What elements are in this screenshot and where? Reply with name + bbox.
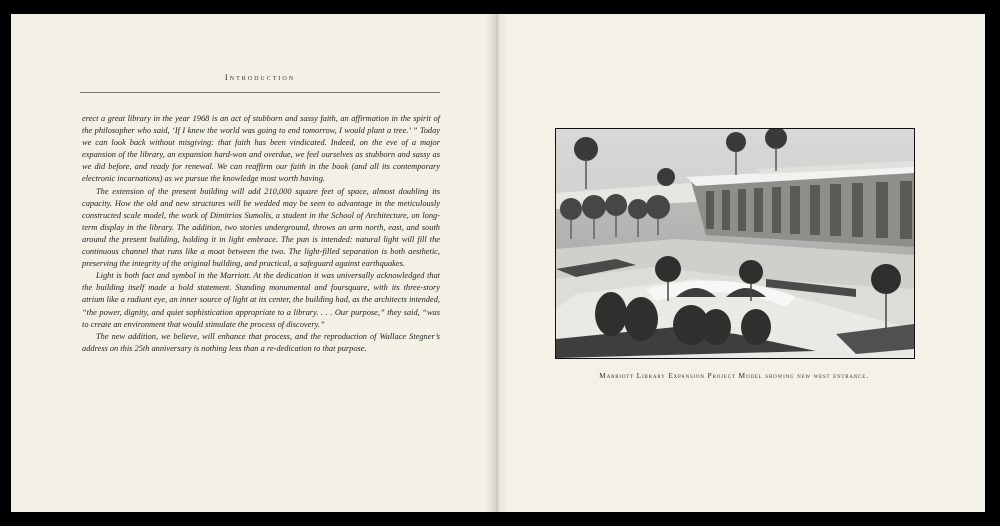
paragraph-1: erect a great library in the year 1968 is an act of stubborn and sassy faith, an affirmation in the spirit of the philosopher who said, ‘If I knew the world was going to end tomorrow, I would plant a tree.’ ” Today we can look back without misgiving: that faith has been vindicated. Indeed, on the eve of a major expansion of the library, an expansion hard-won and overdue, we feel ourselves as stubborn and sassy as we did before, and ready for renewal. We can reaffirm our faith in the book (and all its contemporary electronic incarnations) as we pursue the knowledge most worth having. — [82, 114, 440, 184]
paragraph-2: The extension of the present building will add 210,000 square feet of space, almost doubling its capacity. How the old and new structures will be wedded may be seen to advantage in the meticulously constructed scale model, the work of Dimitrios Sumolis, a student in the School of Architecture, on long-term display in the library. The addition, two stories underground, throws an arm north, east, and south around the present building, holding it in light embrace. The pun is intended: natural light will fill the continuous channel that runs like a moat between the two. The light-filled separation is both aesthetic, preserving the integrity of the original building, and practical, a safeguard against earthquakes. — [82, 186, 440, 269]
running-head: Introduction — [224, 72, 296, 82]
model-photo-illustration — [556, 129, 914, 358]
paragraph-4: The new addition, we believe, will enhance that process, and the reproduction of Wallace Stegner’s address on this 25th anniversary is nothing less than a re-dedication to that purpose. — [82, 331, 440, 353]
body-text — [82, 113, 440, 355]
header-rule — [80, 92, 440, 93]
photo-caption: Marriott Library Expansion Project Model showing new west entrance. — [599, 371, 869, 380]
model-photograph — [555, 128, 915, 359]
paragraph-3: Light is both fact and symbol in the Marriott. At the dedication it was universally acknowledged that the building itself made a bold statement. Standing monumental and foursquare, with its three-story atrium like a radiant eye, an inner source of light at its center, the building had, as the architects intended, “the power, dignity, and quiet sophistication appropriate to a library. . . . Our purpose,” they said, “was to create an environment that would stimulate the process of discovery.” — [82, 271, 440, 329]
